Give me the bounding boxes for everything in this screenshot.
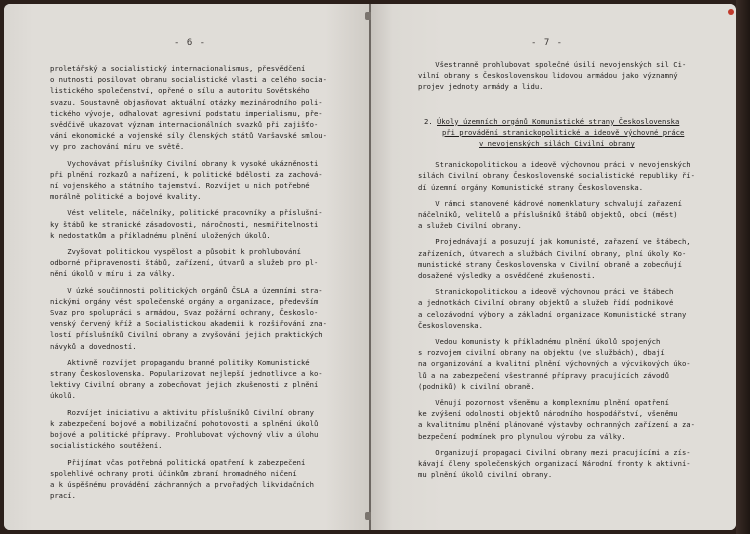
page-number-left: - 6 -: [174, 38, 207, 48]
paragraph: Vést velitele, náčelníky, politické pracovníky a příslušní- ky štábů ke stranické zásadovosti, náročnosti, nesmiřitelnosti k nedostatkům a příkladnému plnění uložených úkolů.: [50, 208, 323, 240]
paragraph: Stranickopolitickou a ideově výchovnou práci v nevojenských silách Civilní obrany Československé socialistické republiky ří- dí územní orgány Komunistické strany Československa.: [418, 160, 695, 192]
paragraph: Věnují pozornost všeněmu a komplexnímu plnění opatření ke zvýšení odolnosti objektů národního hospodářství, všeněmu a kvalitnímu plnění plánované výstavby ochranných zařízení a za- bezpečení podmínek pro plynulou výrobu za války.: [418, 398, 695, 441]
paragraph: V úzké součinnosti politických orgánů ČSLA a územními stra- nickými orgány vést společenské orgány a organizace, především Svaz pro spolupráci s armádou, Svaz požární ochrany, Českoslo- venský červený kříž a Socialistickou akademii k rozšiřování zna- lostí příslušníků Civilní obrany a zvyšování jejich praktických návyků a dovedností.: [50, 285, 327, 351]
paragraph: V rámci stanovené kádrové nomenklatury schvalují zařazení náčelníků, velitelů a příslušníků štábů objektů, obcí (měst) a služeb Civilní obrany.: [418, 198, 682, 231]
dark-edge: [736, 0, 750, 534]
paragraph: Rozvíjet iniciativu a aktivitu příslušníků Civilní obrany k zabezpečení bojové a mobilizační pohotovosti a splnění úkolů bojové a politické přípravy. Prohlubovat výchovný vliv a úlohu socialistického soutěžení.: [50, 407, 319, 451]
heading-line-3: v nevojenských silách Civilní obrany: [479, 139, 635, 149]
paragraph: Zvyšovat politickou vyspělost a působit k prohlubování odborné připravenosti štábů, zařízení, útvarů a služeb pro pl- nění úkolů v míru i za války.: [50, 247, 319, 279]
intro-paragraph: Všestranně prohlubovat společné úsilí nevojenských sil Ci- vilní obrany s Československou lidovou armádou jako významný projev jednoty armády a lidu.: [418, 60, 687, 92]
left-page-text: [50, 63, 362, 506]
paragraph: Vedou komunisty k příkladnému plnění úkolů spojených s rozvojem civilní obrany na objektu (ve službách), dbají na organizování a kvalitní plnění výchovných a výcvikových úko- lů a na zabezpečení všestranné přípravy pracujících závodů (podniků) k civilní obraně.: [418, 337, 691, 391]
paragraph: proletářský a socialistický internacionalismus, přesvědčení o nutnosti posilovat obranu socialistické vlasti a celého socia- listického společenství, opřené o sílu a autoritu Sovětského svazu. Soustavně objasňovat aktuální otázky mezinárodního poli- tického vývoje, odhalovat agresivní podstatu imperialismu, pře- svědčivě ukazovat význam internacionálních svazků při zajišťo- vání ekonomické a vojenské síly členských států Varšavské smlou- vy pro zachování míru ve světě.: [50, 64, 327, 152]
paragraph: Přijímat včas potřebná politická opatření k zabezpečení spolehlivé ochrany proti účinkům zbraní hromadného ničení a k úspěšnému provádění záchranných a prvořadých likvidačních prací.: [50, 457, 314, 501]
heading-line-1: Úkoly územních orgánů Komunistické strany Československa: [436, 116, 680, 126]
paragraph: Organizují propagaci Civilní obrany mezi pracujícími a zís- kávají členy společenských organizací Národní fronty k aktivní- mu plnění úkolů civilní obrany.: [418, 447, 691, 480]
heading-line-2: při provádění stranickopolitické a ideově výchovné práce: [442, 127, 685, 137]
red-marker: [728, 9, 734, 15]
page-number-right: - 7 -: [531, 38, 564, 48]
paragraph: Aktivně rozvíjet propagandu branné politiky Komunistické strany Československa. Popularizovat nejlepší jednotlivce a ko- lektivy Civilní obrany a zobecňovat jejich zkušenosti z plnění úkolů.: [50, 357, 323, 401]
paragraph: Projednávají a posuzují jak komunisté, zařazení ve štábech, zařízeních, útvarech a službách Civilní obrany, plní úkoly Ko- munistické strany Československa v Civilní obraně a zobecňují dosažené výsledky a osvědčené zkušenosti.: [418, 237, 691, 281]
paragraph: Vychovávat příslušníky Civilní obrany k vysoké ukázněnosti při plnění rozkazů a nařízení, k politické bdělosti za zachová- ní vojenského a státního tajemství. Rozvíjet u nich potřebné morálně politické a bojové kvality.: [50, 158, 323, 202]
heading-number: 2.: [424, 116, 433, 126]
paragraph: Stranickopolitickou a ideově výchovnou práci ve štábech a jednotkách Civilní obrany objektů a služeb řídí podnikové a celozávodní výbory a základní organizace Komunistické strany Československa.: [418, 287, 687, 330]
book-spread: [4, 4, 736, 530]
right-page: [371, 4, 736, 530]
section-heading: [424, 116, 730, 150]
left-page: [4, 4, 369, 530]
right-page-text: [418, 59, 730, 486]
